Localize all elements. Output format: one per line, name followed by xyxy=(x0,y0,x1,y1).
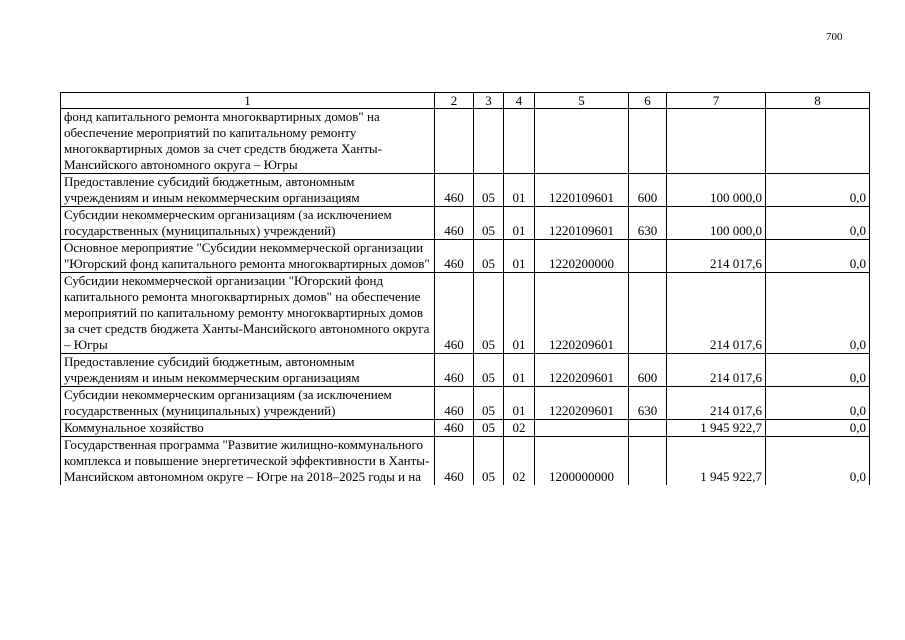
table-header-row xyxy=(61,93,870,109)
amount-cell: 214 017,6 xyxy=(667,273,766,354)
amount-cell: 100 000,0 xyxy=(667,207,766,240)
subsection-cell: 01 xyxy=(504,273,535,354)
table-row xyxy=(61,273,870,354)
expense-type-cell xyxy=(629,437,667,486)
chapter-code-cell: 460 xyxy=(435,207,474,240)
section-cell: 05 xyxy=(474,207,504,240)
target-article-cell xyxy=(535,420,629,437)
table-row xyxy=(61,207,870,240)
column-header: 8 xyxy=(766,93,870,109)
section-cell: 05 xyxy=(474,273,504,354)
column-header: 6 xyxy=(629,93,667,109)
expense-type-cell: 600 xyxy=(629,354,667,387)
amount-second-cell: 0,0 xyxy=(766,207,870,240)
expense-type-cell xyxy=(629,240,667,273)
chapter-code-cell: 460 xyxy=(435,273,474,354)
subsection-cell: 01 xyxy=(504,240,535,273)
expense-type-cell: 630 xyxy=(629,387,667,420)
subsection-cell: 01 xyxy=(504,387,535,420)
subsection-cell: 01 xyxy=(504,207,535,240)
page-number: 700 xyxy=(826,31,843,43)
amount-cell: 1 945 922,7 xyxy=(667,420,766,437)
column-header: 7 xyxy=(667,93,766,109)
chapter-code-cell: 460 xyxy=(435,240,474,273)
subsection-cell: 02 xyxy=(504,420,535,437)
row-name-cell: Коммунальное хозяйство xyxy=(61,420,435,437)
amount-cell: 214 017,6 xyxy=(667,240,766,273)
section-cell: 05 xyxy=(474,437,504,486)
row-name-cell: фонд капитального ремонта многоквартирных домов" на обеспечение мероприятий по капитальному ремонту многоквартирных домов за счет средств бюджета Ханты-Мансийского автономного округа – Югры xyxy=(61,109,435,174)
row-name-cell: Государственная программа "Развитие жилищно-коммунального комплекса и повышение энергетической эффективности в Ханты-Мансийском автономном округе – Югре на 2018–2025 годы и на xyxy=(61,437,435,486)
section-cell: 05 xyxy=(474,420,504,437)
amount-cell: 214 017,6 xyxy=(667,387,766,420)
expense-type-cell xyxy=(629,420,667,437)
subsection-cell xyxy=(504,109,535,174)
amount-second-cell: 0,0 xyxy=(766,240,870,273)
amount-second-cell: 0,0 xyxy=(766,420,870,437)
amount-second-cell: 0,0 xyxy=(766,437,870,486)
row-name-cell: Субсидии некоммерческой организации "Югорский фонд капитального ремонта многоквартирных домов" на обеспечение мероприятий по капитальному ремонту многоквартирных домов за счет средств бюджета Ханты-Мансийского автономного округа – Югры xyxy=(61,273,435,354)
chapter-code-cell: 460 xyxy=(435,387,474,420)
row-name-cell: Предоставление субсидий бюджетным, автономным учреждениям и иным некоммерческим организациям xyxy=(61,354,435,387)
budget-table xyxy=(60,92,870,485)
table-row xyxy=(61,354,870,387)
section-cell: 05 xyxy=(474,387,504,420)
column-header: 4 xyxy=(504,93,535,109)
table-row xyxy=(61,109,870,174)
column-header: 3 xyxy=(474,93,504,109)
subsection-cell: 01 xyxy=(504,354,535,387)
subsection-cell: 01 xyxy=(504,174,535,207)
target-article-cell: 1200000000 xyxy=(535,437,629,486)
column-header: 5 xyxy=(535,93,629,109)
row-name-cell: Основное мероприятие "Субсидии некоммерческой организации "Югорский фонд капитального ремонта многоквартирных домов" xyxy=(61,240,435,273)
column-header: 1 xyxy=(61,93,435,109)
section-cell: 05 xyxy=(474,240,504,273)
amount-second-cell: 0,0 xyxy=(766,387,870,420)
chapter-code-cell: 460 xyxy=(435,174,474,207)
expense-type-cell xyxy=(629,273,667,354)
target-article-cell: 1220109601 xyxy=(535,174,629,207)
amount-cell xyxy=(667,109,766,174)
subsection-cell: 02 xyxy=(504,437,535,486)
amount-cell: 100 000,0 xyxy=(667,174,766,207)
column-header: 2 xyxy=(435,93,474,109)
section-cell: 05 xyxy=(474,354,504,387)
table-row xyxy=(61,437,870,486)
target-article-cell: 1220200000 xyxy=(535,240,629,273)
expense-type-cell: 630 xyxy=(629,207,667,240)
target-article-cell: 1220209601 xyxy=(535,354,629,387)
row-name-cell: Субсидии некоммерческим организациям (за исключением государственных (муниципальных) учреждений) xyxy=(61,207,435,240)
target-article-cell xyxy=(535,109,629,174)
expense-type-cell: 600 xyxy=(629,174,667,207)
table-row xyxy=(61,174,870,207)
target-article-cell: 1220109601 xyxy=(535,207,629,240)
table-row xyxy=(61,420,870,437)
expense-type-cell xyxy=(629,109,667,174)
chapter-code-cell xyxy=(435,109,474,174)
amount-cell: 214 017,6 xyxy=(667,354,766,387)
row-name-cell: Субсидии некоммерческим организациям (за исключением государственных (муниципальных) учреждений) xyxy=(61,387,435,420)
amount-cell: 1 945 922,7 xyxy=(667,437,766,486)
row-name-cell: Предоставление субсидий бюджетным, автономным учреждениям и иным некоммерческим организациям xyxy=(61,174,435,207)
amount-second-cell xyxy=(766,109,870,174)
table-row xyxy=(61,240,870,273)
chapter-code-cell: 460 xyxy=(435,420,474,437)
chapter-code-cell: 460 xyxy=(435,354,474,387)
chapter-code-cell: 460 xyxy=(435,437,474,486)
amount-second-cell: 0,0 xyxy=(766,354,870,387)
table-row xyxy=(61,387,870,420)
target-article-cell: 1220209601 xyxy=(535,273,629,354)
amount-second-cell: 0,0 xyxy=(766,273,870,354)
target-article-cell: 1220209601 xyxy=(535,387,629,420)
section-cell xyxy=(474,109,504,174)
section-cell: 05 xyxy=(474,174,504,207)
amount-second-cell: 0,0 xyxy=(766,174,870,207)
